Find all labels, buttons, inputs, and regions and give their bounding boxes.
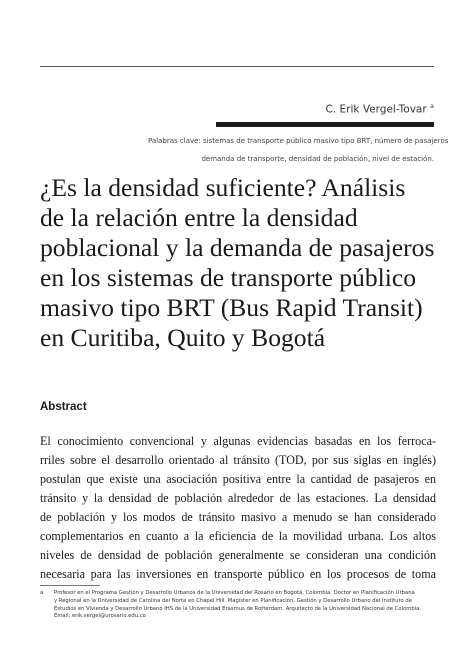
abstract-heading: Abstract bbox=[40, 401, 87, 413]
abstract-line: de población y los modos de tránsito masivo a menudo se han considerado bbox=[40, 510, 436, 524]
abstract-line: postulan que existe una asociación positiva entre la cantidad de pasajeros en bbox=[40, 472, 436, 486]
footnote-marker: a bbox=[40, 590, 44, 596]
keywords-block bbox=[148, 133, 449, 168]
author-footnote-marker: a bbox=[430, 102, 434, 110]
paper-title bbox=[40, 173, 440, 353]
abstract-line: tránsito y la densidad de población alrededor de las estaciones. La densidad bbox=[40, 491, 436, 505]
footnote-body bbox=[54, 590, 434, 621]
title-line: en los sistemas de transporte público bbox=[40, 263, 417, 292]
footnote-rule bbox=[40, 585, 100, 586]
footnote-line: Estudios en Vivienda y Desarrollo Urbano IHS de la Universidad Erasmus de Rotterdam. Arquitecto de la Universidad Nacional de Colombia. bbox=[54, 605, 421, 612]
keywords-line: demanda de transporte, densidad de población, nivel de estación. bbox=[201, 154, 434, 163]
abstract-line: niveles de densidad de población generalmente se consideran una condición bbox=[40, 548, 436, 562]
header-rule bbox=[40, 66, 434, 67]
footnote-email[interactable]: Email: erik.vergel@urosario.edu.co bbox=[54, 613, 146, 620]
abstract-line: El conocimiento convencional y algunas evidencias basadas en los ferroca- bbox=[40, 434, 436, 448]
keywords-line: Palabras clave: sistemas de transporte público masivo tipo BRT, número de pasajeros bbox=[148, 137, 449, 145]
abstract-line: complementarios en cuanto a la eficiencia de la movilidad urbana. Los altos bbox=[40, 529, 436, 543]
abstract-line: necesaria para las inversiones en transporte público en los procesos de toma bbox=[40, 567, 436, 581]
abstract-line: rriles sobre el desarrollo orientado al tránsito (TOD, por sus siglas en inglés) bbox=[40, 453, 436, 467]
footnote bbox=[40, 590, 434, 621]
footnote-line: Profesor en el Programa Gestión y Desarrollo Urbanos de la Universidad del Rosario en Bogotá, Colombia. Doctor en Planificación Urbana bbox=[54, 590, 415, 596]
title-line: ¿Es la densidad suficiente? Análisis bbox=[40, 173, 406, 202]
title-line: poblacional y la demanda de pasajeros bbox=[40, 233, 435, 262]
title-line: en Curitiba, Quito y Bogotá bbox=[40, 323, 326, 352]
author-rule bbox=[216, 122, 434, 127]
title-line: de la relación entre la densidad bbox=[40, 203, 358, 232]
author-name bbox=[326, 102, 434, 116]
title-line: masivo tipo BRT (Bus Rapid Transit) bbox=[40, 293, 423, 322]
abstract-body bbox=[40, 432, 436, 584]
footnote-line: y Regional en la Universidad de Carolina del Norte en Chapel Hill. Magíster en Planificación, Gestión y Desarrollo Urbano del Instituto de bbox=[54, 597, 412, 604]
author-name-text: C. Erik Vergel-Tovar bbox=[325, 103, 427, 116]
